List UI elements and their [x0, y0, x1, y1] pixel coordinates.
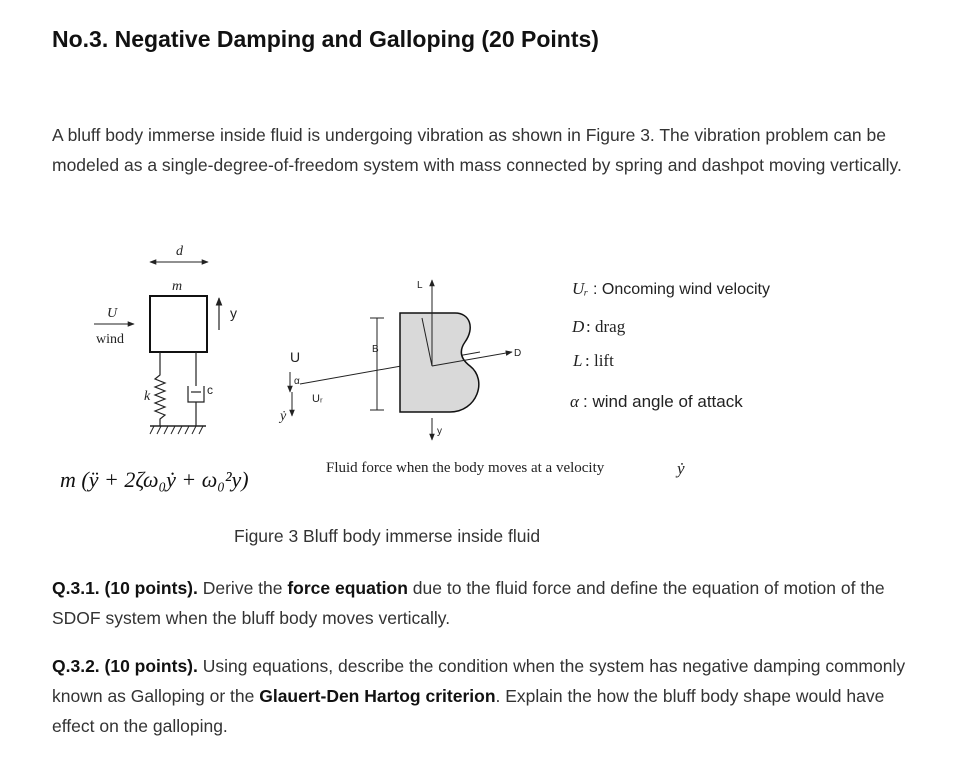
- displacement-label: y: [230, 305, 237, 321]
- question-3-2-number: Q.3.2. (10 points).: [52, 656, 198, 676]
- alpha-label: α: [294, 376, 300, 387]
- symbol-legend: [570, 279, 770, 411]
- dimension-d-label: d: [176, 244, 183, 259]
- question-3-2-emphasis: Glauert-Den Hartog criterion: [259, 686, 496, 706]
- figure-caption: Figure 3 Bluff body immerse inside fluid: [234, 526, 541, 546]
- wind-symbol: U: [107, 306, 118, 321]
- problem-title: No.3. Negative Damping and Galloping (20 Points): [52, 26, 599, 52]
- legend-symbol-alpha: α: [570, 392, 579, 411]
- question-3-2-text-b: . Explain the how the bluff body shape would have effect on the galloping.: [52, 686, 885, 736]
- spring: [155, 352, 165, 426]
- u-label: U: [290, 349, 301, 365]
- damper-label: c: [207, 383, 213, 397]
- mass-label: m: [172, 279, 183, 294]
- ydot-label: ẏ: [280, 409, 287, 424]
- question-3-1-emphasis: force equation: [287, 578, 408, 598]
- drag-label: D: [514, 348, 522, 359]
- question-3-2-text-a: Using equations, describe the condition when the system has negative damping commonly known as Galloping or the: [52, 656, 906, 706]
- question-3-1-number: Q.3.1. (10 points).: [52, 578, 198, 598]
- y-label: y: [437, 426, 442, 437]
- problem-intro: A bluff body immerse inside fluid is undergoing vibration as shown in Figure 3. The vibration problem can be modeled as a single-degree-of-freedom system with mass connected by spring and dashpot moving vertically.: [52, 125, 902, 175]
- legend-text-ur: : Oncoming wind velocity: [593, 281, 770, 298]
- legend-symbol-d: D: [572, 317, 585, 336]
- fluid-force-caption-symbol: ẏ: [677, 459, 685, 478]
- question-3-2: [52, 651, 912, 741]
- legend-symbol-l: L: [573, 351, 583, 370]
- damper: [188, 386, 204, 402]
- lift-label: L: [417, 280, 423, 291]
- spring-label: k: [144, 389, 151, 404]
- question-3-1-text-a: Derive the: [197, 578, 288, 598]
- mass-block: [150, 296, 207, 352]
- ur-label: Uᵣ: [312, 393, 323, 405]
- bluff-body: [400, 313, 479, 412]
- b-label: B: [372, 344, 379, 355]
- legend-text-alpha: : wind angle of attack: [583, 392, 743, 411]
- equation-of-motion: m (ÿ + 2ζω₀ẏ + ω₀²y): [60, 467, 249, 492]
- fluid-force-caption: Fluid force when the body moves at a velocity: [326, 460, 605, 476]
- wind-label: wind: [96, 332, 124, 347]
- fluid-force-diagram: [278, 280, 685, 478]
- legend-text-l: : lift: [585, 351, 614, 370]
- legend-symbol-ur: Uᵣ: [572, 279, 589, 298]
- question-3-1: [52, 573, 912, 633]
- sdof-model: [60, 244, 249, 492]
- question-3-1-text-b: due to the fluid force and define the equation of motion of the SDOF system when the bluff body moves vertically.: [52, 578, 885, 628]
- legend-text-d: : drag: [586, 317, 626, 336]
